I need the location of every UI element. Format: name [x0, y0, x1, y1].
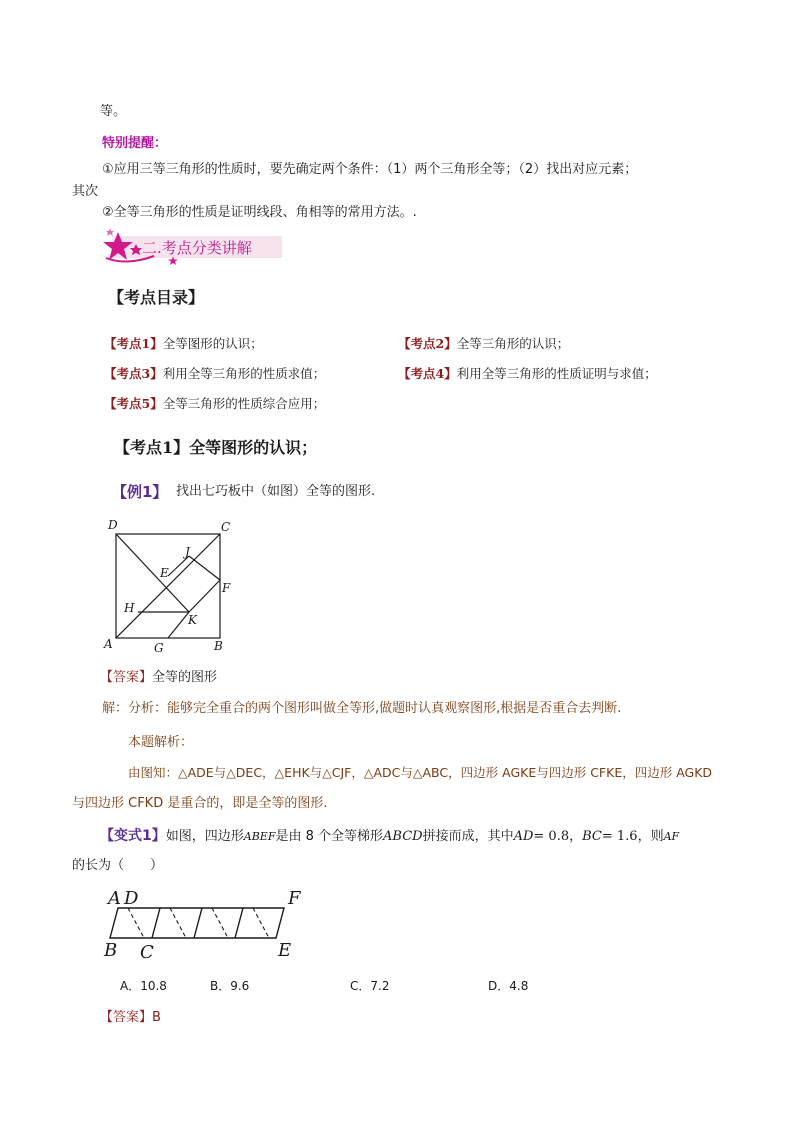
variant1-var-abcd: ABCD	[383, 829, 423, 844]
tangram-label-d: D	[108, 518, 118, 532]
example1-solution-4: 与四边形 CFKD 是重合的，即是全等的图形.	[72, 796, 328, 811]
tangram-label-k: K	[188, 613, 197, 627]
strip-label-c: C	[140, 942, 154, 963]
catalog-item-text: 利用全等三角形的性质求值；	[162, 366, 326, 381]
option-d[interactable]: D．4.8	[488, 979, 529, 993]
tangram-label-b: B	[214, 639, 223, 653]
strip-label-e: E	[278, 940, 292, 961]
catalog-item-text: 全等三角形的认识；	[456, 336, 570, 351]
catalog-item-key: 【考点1】	[104, 336, 163, 351]
variant1-val-bc: = 1.6	[601, 829, 638, 844]
reminder-1-cont: 其次	[72, 184, 99, 199]
variant1-text-c: 拼接而成，其中	[422, 829, 514, 844]
example1-solution-2: 本题解析：	[128, 735, 194, 750]
strip-label-f: F	[288, 888, 301, 909]
answer-label: 【答案】	[100, 670, 153, 685]
example1-label: 【例1】	[112, 483, 168, 501]
variant1-val-ad: = 0.8	[533, 829, 570, 844]
tangram-label-c: C	[221, 520, 231, 534]
option-c[interactable]: C．7.2	[350, 979, 390, 993]
tangram-label-j: J	[185, 545, 190, 559]
catalog-item-4[interactable]	[398, 366, 657, 382]
example1-solution-3: 由图知：△ADE与△DEC，△EHK与△CJF，△ADC与△ABC，四边形 AGKE与四边形 CFKE，四边形 AGKD	[128, 765, 713, 780]
variant1-line-2: 的长为（ ）	[72, 858, 164, 873]
tangram-figure	[100, 516, 240, 656]
catalog-title: 【考点目录】	[108, 288, 205, 307]
answer-label: 【答案】	[100, 1010, 153, 1025]
variant1-line-1: 【变式1】如图，四边形ABEF是由 8 个全等梯形ABCD拼接而成，其中AD= 0.8，BC= 1.6，则AF	[100, 828, 680, 844]
section-title: 二.考点分类讲解	[142, 239, 252, 257]
catalog-item-text: 利用全等三角形的性质证明与求值；	[456, 366, 657, 381]
variant1-text-b: 是由 8 个全等梯形	[275, 829, 384, 844]
reminder-1: ①应用三等三角形的性质时，要先确定两个条件：（1）两个三角形全等；（2）找出对应元素；	[102, 162, 638, 177]
strip-label-b: B	[104, 940, 118, 961]
option-a[interactable]: A．10.8	[120, 979, 167, 993]
tangram-label-h: H	[124, 601, 135, 615]
catalog-item-key: 【考点2】	[398, 336, 457, 351]
catalog-item-1[interactable]	[104, 336, 263, 352]
continued-text: 等。	[100, 104, 127, 119]
tangram-label-f: F	[222, 581, 231, 595]
answer-text: 全等的图形	[152, 670, 218, 685]
catalog-item-text: 全等图形的认识；	[162, 336, 263, 351]
catalog-item-key: 【考点5】	[104, 396, 163, 411]
trapezoid-strip-figure	[98, 884, 318, 964]
example1-text: 找出七巧板中（如图）全等的图形.	[176, 484, 376, 499]
catalog-item-key: 【考点3】	[104, 366, 163, 381]
tangram-label-a: A	[104, 637, 113, 651]
example1-answer	[100, 670, 217, 686]
variant1-text-a: 如图，四边形	[165, 829, 244, 844]
strip-label-d: D	[124, 888, 139, 909]
catalog-item-key: 【考点4】	[398, 366, 457, 381]
variant1-label: 【变式1】	[100, 828, 166, 844]
catalog-item-2[interactable]	[398, 336, 569, 352]
variant1-var-ad: AD	[513, 829, 534, 844]
answer-text: B	[152, 1010, 161, 1025]
variant1-answer	[100, 1010, 161, 1026]
tangram-label-e: E	[160, 566, 169, 580]
tangram-label-g: G	[154, 641, 164, 655]
catalog-item-3[interactable]	[104, 366, 325, 382]
topic1-heading: 【考点1】全等图形的认识；	[114, 438, 318, 457]
option-b[interactable]: B．9.6	[210, 979, 250, 993]
reminder-title: 特别提醒：	[102, 136, 168, 151]
catalog-item-5[interactable]	[104, 396, 325, 412]
variant1-var-abef: ABEF	[243, 830, 276, 843]
variant1-var-af: AF	[663, 830, 680, 843]
strip-label-a: A	[108, 888, 121, 909]
example1-solution-1: 解：分析：能够完全重合的两个图形叫做全等形,做题时认真观察图形,根据是否重合去判断.	[102, 701, 622, 716]
reminder-2: ②全等三角形的性质是证明线段、角相等的常用方法。.	[102, 205, 417, 220]
variant1-text-d: ，则	[637, 829, 664, 844]
catalog-item-text: 全等三角形的性质综合应用；	[162, 396, 326, 411]
variant1-var-bc: BC	[582, 829, 602, 844]
